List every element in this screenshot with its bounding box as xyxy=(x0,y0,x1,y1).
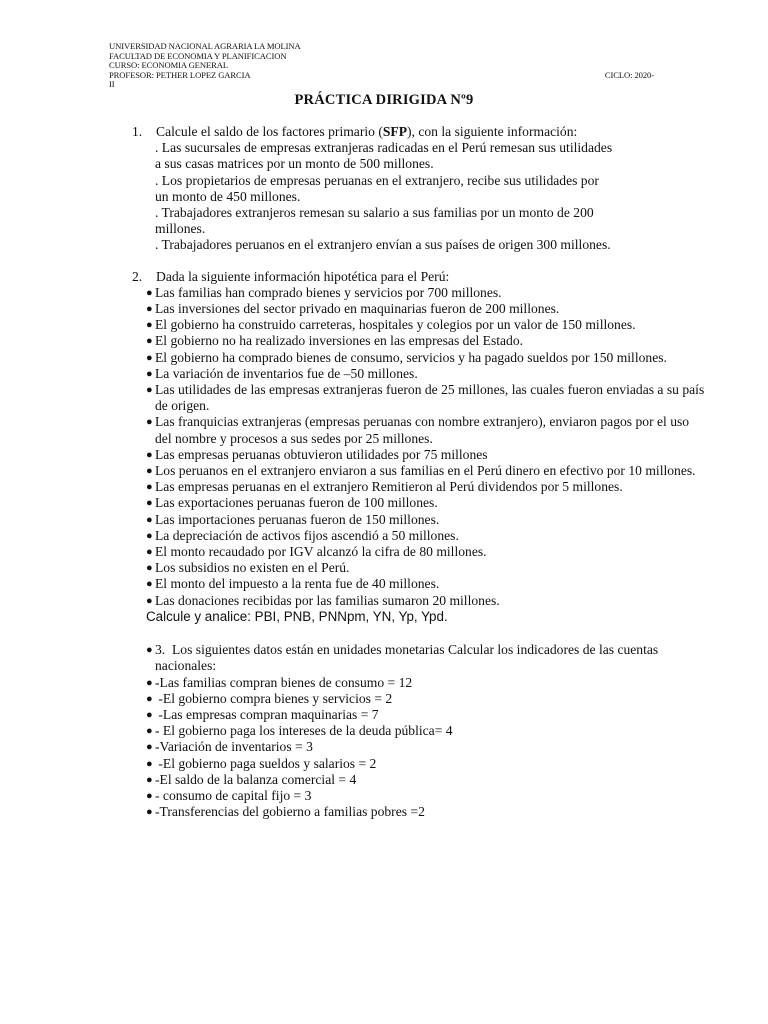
list-item-text: -El gobierno paga sueldos y salarios = 2 xyxy=(155,755,377,771)
bullet-icon: ● xyxy=(146,481,153,494)
question-2 xyxy=(0,269,768,625)
list-item-text: -El saldo de la balanza comercial = 4 xyxy=(155,771,357,787)
question-1-number: 1. xyxy=(132,124,143,139)
list-item xyxy=(146,560,706,576)
list-item-text: La variación de inventarios fue de –50 millones. xyxy=(155,365,418,381)
list-item xyxy=(146,772,706,788)
list-item xyxy=(146,593,706,609)
list-item-text: 3. Los siguientes datos están en unidades monetarias Calcular los indicadores de las cuentas nacionales: xyxy=(155,642,662,674)
list-item xyxy=(146,528,706,544)
question-1-heading xyxy=(132,124,768,140)
course-name: CURSO: ECONOMIA GENERAL xyxy=(109,60,228,71)
bullet-icon: ● xyxy=(146,741,153,754)
question-1-line: . Trabajadores peruanos en el extranjero envían a sus países de origen 300 millones. xyxy=(155,237,611,253)
list-item xyxy=(146,350,706,366)
list-item xyxy=(146,317,706,333)
document-header xyxy=(109,42,654,90)
list-item-text: El monto del impuesto a la renta fue de 40 millones. xyxy=(155,576,440,592)
header-professor-line xyxy=(109,71,654,81)
professor-name: PROFESOR: PETHER LOPEZ GARCIA xyxy=(109,69,251,80)
list-item xyxy=(146,479,706,495)
list-item-text: El gobierno ha construido carreteras, hospitales y colegios por un valor de 150 millones. xyxy=(155,317,636,333)
header-cycle-continuation xyxy=(109,80,654,90)
question-2-heading xyxy=(132,269,768,285)
bullet-icon: ● xyxy=(146,708,153,721)
list-item xyxy=(146,707,706,723)
list-item xyxy=(146,756,706,772)
list-item-text: -Las familias compran bienes de consumo = 12 xyxy=(155,674,413,690)
list-item-text: -Transferencias del gobierno a familias pobres =2 xyxy=(155,804,425,820)
faculty-name: FACULTAD DE ECONOMIA Y PLANIFICACION xyxy=(109,50,287,61)
list-item xyxy=(146,382,706,414)
question-2-number: 2. xyxy=(132,268,143,284)
list-item-text: El gobierno no ha realizado inversiones en las empresas del Estado. xyxy=(155,333,524,349)
bullet-icon: ● xyxy=(146,319,153,332)
question-3-bullet-list xyxy=(146,642,706,820)
question-1-items xyxy=(155,140,670,253)
list-item xyxy=(146,301,706,317)
question-1-line: un monto de 450 millones. xyxy=(155,188,301,204)
bullet-icon: ● xyxy=(146,497,153,510)
question-1-text-before: Calcule el saldo de los factores primario ( xyxy=(156,124,383,139)
bullet-icon: ● xyxy=(146,757,153,770)
list-item-text: -Variación de inventarios = 3 xyxy=(155,739,313,755)
list-item xyxy=(146,804,706,820)
bullet-icon: ● xyxy=(146,416,153,429)
list-item-text: Los subsidios no existen en el Perú. xyxy=(155,560,350,576)
bullet-icon: ● xyxy=(146,789,153,802)
bullet-icon: ● xyxy=(146,529,153,542)
list-item xyxy=(146,447,706,463)
list-item xyxy=(146,285,706,301)
bullet-icon: ● xyxy=(146,594,153,607)
list-item-text: Las importaciones peruanas fueron de 150 millones. xyxy=(155,511,440,527)
bullet-icon: ● xyxy=(146,546,153,559)
question-1-line: . Los propietarios de empresas peruanas en el extranjero, recibe sus utilidades por xyxy=(155,172,599,188)
bullet-icon: ● xyxy=(146,303,153,316)
page-title: PRÁCTICA DIRIGIDA Nº9 xyxy=(294,92,474,108)
list-item-text: -El gobierno compra bienes y servicios = 2 xyxy=(155,690,393,706)
list-item-text: Los peruanos en el extranjero enviaron a sus familias en el Perú dinero en efectivo por 10 millones. xyxy=(155,463,696,479)
question-1-text-bold: SFP xyxy=(382,124,408,139)
list-item xyxy=(146,495,706,511)
list-item-text: Las familias han comprado bienes y servicios por 700 millones. xyxy=(155,284,502,300)
bullet-icon: ● xyxy=(146,513,153,526)
bullet-icon: ● xyxy=(146,465,153,478)
bullet-icon: ● xyxy=(146,367,153,380)
list-item xyxy=(146,463,706,479)
list-item-text: -Las empresas compran maquinarias = 7 xyxy=(155,706,379,722)
list-item-text: Las donaciones recibidas por las familias sumaron 20 millones. xyxy=(155,592,500,608)
list-item-text: - El gobierno paga los intereses de la deuda pública= 4 xyxy=(155,723,453,739)
list-item xyxy=(146,642,706,674)
cycle-continuation: II xyxy=(109,79,115,90)
question-1-line: . Las sucursales de empresas extranjeras radicadas en el Perú remesan sus utilidades xyxy=(155,140,613,156)
question-1-text-after: ), con la siguiente información: xyxy=(407,124,578,139)
bullet-icon: ● xyxy=(146,644,153,657)
bullet-icon: ● xyxy=(146,806,153,819)
list-item xyxy=(146,512,706,528)
list-item-text: Las utilidades de las empresas extranjeras fueron de 25 millones, las cuales fueron enviadas a su país de origen. xyxy=(155,382,705,414)
question-2-bullet-list xyxy=(146,285,706,609)
question-2-instruction: Calcule y analice: PBI, PNB, PNNpm, YN, Yp, Ypd. xyxy=(146,608,448,624)
list-item xyxy=(146,544,706,560)
list-item xyxy=(146,691,706,707)
list-item xyxy=(146,675,706,691)
list-item xyxy=(146,723,706,739)
bullet-icon: ● xyxy=(146,335,153,348)
document-body xyxy=(0,124,768,820)
cycle-label: CICLO: 2020- xyxy=(604,69,654,80)
bullet-icon: ● xyxy=(146,692,153,705)
list-item xyxy=(146,739,706,755)
list-item-text: El gobierno ha comprado bienes de consumo, servicios y ha pagado sueldos por 150 millones. xyxy=(155,349,667,365)
question-3 xyxy=(0,642,768,820)
bullet-icon: ● xyxy=(146,384,153,397)
list-item-text: Las empresas peruanas obtuvieron utilidades por 75 millones xyxy=(155,446,488,462)
question-1 xyxy=(0,124,768,254)
list-item xyxy=(146,333,706,349)
bullet-icon: ● xyxy=(146,725,153,738)
bullet-icon: ● xyxy=(146,448,153,461)
list-item-text: - consumo de capital fijo = 3 xyxy=(155,787,312,803)
list-item-text: Las inversiones del sector privado en maquinarias fueron de 200 millones. xyxy=(155,301,560,317)
bullet-icon: ● xyxy=(146,562,153,575)
list-item-text: Las franquicias extranjeras (empresas peruanas con nombre extranjero), enviaron pagos por el uso del nombre y procesos a sus sedes por 25 millones. xyxy=(155,414,690,446)
list-item-text: La depreciación de activos fijos ascendió a 50 millones. xyxy=(155,527,459,543)
list-item-text: Las empresas peruanas en el extranjero Remitieron al Perú dividendos por 5 millones. xyxy=(155,479,623,495)
bullet-icon: ● xyxy=(146,286,153,299)
bullet-icon: ● xyxy=(146,773,153,786)
question-1-line: . Trabajadores extranjeros remesan su salario a sus familias por un monto de 200 xyxy=(155,205,594,221)
question-2-text: Dada la siguiente información hipotética para el Perú: xyxy=(156,268,450,284)
list-item-text: Las exportaciones peruanas fueron de 100 millones. xyxy=(155,495,438,511)
list-item xyxy=(146,788,706,804)
bullet-icon: ● xyxy=(146,578,153,591)
list-item xyxy=(146,414,706,446)
list-item xyxy=(146,576,706,592)
bullet-icon: ● xyxy=(146,351,153,364)
question-1-line: millones. xyxy=(155,221,206,237)
list-item-text: El monto recaudado por IGV alcanzó la cifra de 80 millones. xyxy=(155,544,487,560)
list-item xyxy=(146,366,706,382)
bullet-icon: ● xyxy=(146,676,153,689)
university-name: UNIVERSIDAD NACIONAL AGRARIA LA MOLINA xyxy=(109,41,301,51)
question-1-line: a sus casas matrices por un monto de 500 millones. xyxy=(155,156,434,172)
